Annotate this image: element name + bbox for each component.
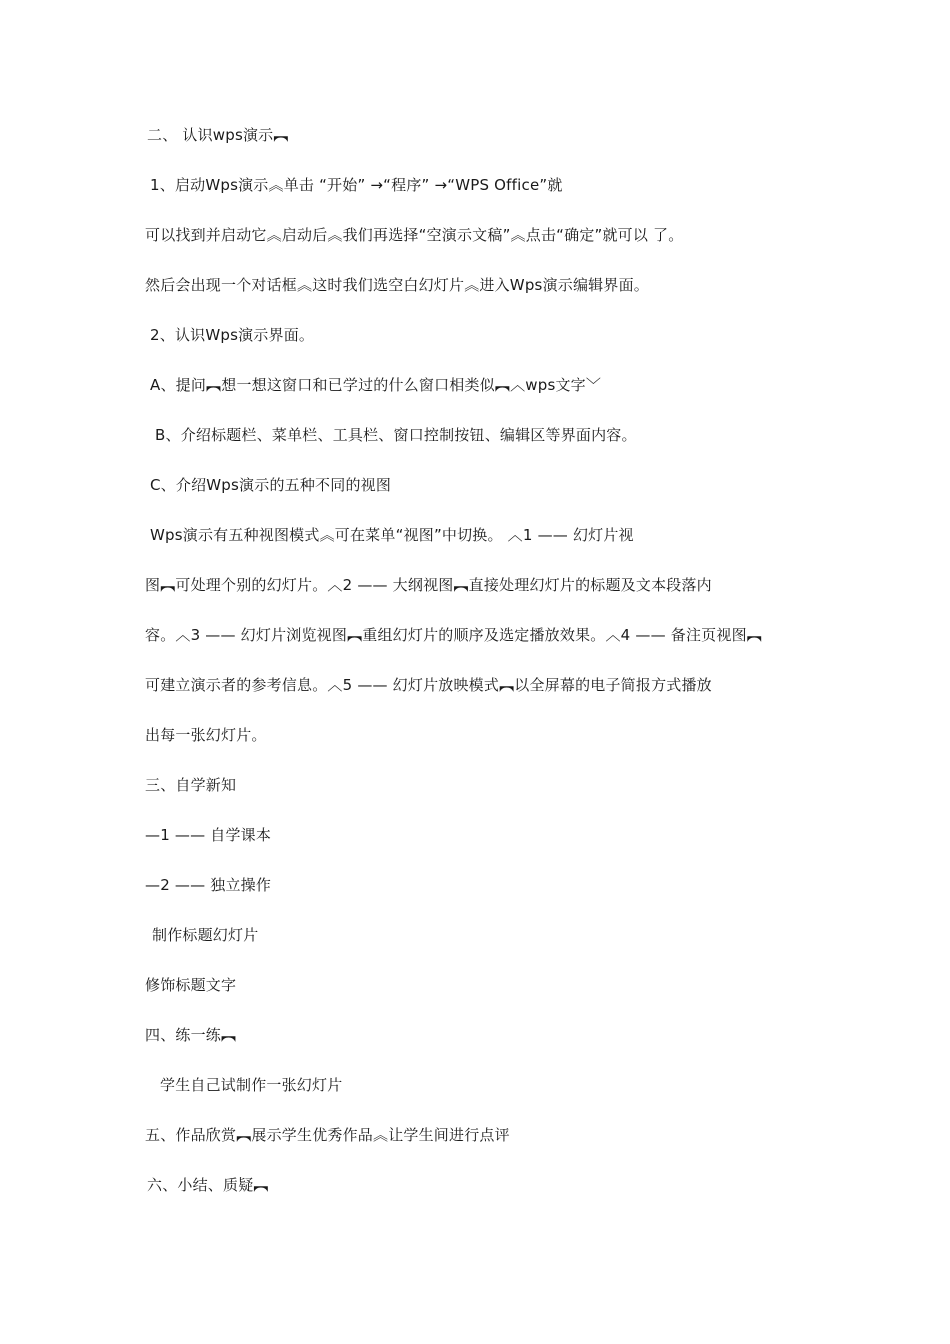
paragraph-line: B、介绍标题栏、菜单栏、工具栏、窗口控制按钮、编辑区等界面内容。 xyxy=(155,426,637,444)
subheading-line: 2、认识Wps演示界面。 xyxy=(150,326,315,344)
paragraph-line: C、介绍Wps演示的五种不同的视图 xyxy=(150,476,392,494)
paragraph-line: 出每一张幻灯片。 xyxy=(145,726,267,744)
paragraph-line: 学生自己试制作一张幻灯片 xyxy=(160,1076,343,1094)
section-heading-4: 四、练一练︻ xyxy=(145,1026,237,1044)
paragraph-line: 容。︿3 —— 幻灯片浏览视图︻重组幻灯片的顺序及选定播放效果。︿4 —— 备注页视图︻ xyxy=(145,626,762,644)
list-item: 修饰标题文字 xyxy=(145,976,237,994)
paragraph-line: 可以找到并启动它︽启动后︽我们再选择“空演示文稿”︽点击“确定”就可以 了。 xyxy=(145,226,684,244)
list-item: —2 —— 独立操作 xyxy=(145,876,272,894)
paragraph-line: 然后会出现一个对话框︽这时我们选空白幻灯片︽进入Wps演示编辑界面。 xyxy=(145,276,649,294)
list-item: 制作标题幻灯片 xyxy=(152,926,259,944)
section-heading-3: 三、自学新知 xyxy=(145,776,237,794)
paragraph-line: 1、启动Wps演示︽单击 “开始” →“程序” →“WPS Office”就 xyxy=(150,176,563,194)
paragraph-line: Wps演示有五种视图模式︽可在菜单“视图”中切换。 ︿1 —— 幻灯片视 xyxy=(150,526,634,544)
section-heading-6: 六、小结、质疑︻ xyxy=(147,1176,269,1194)
paragraph-line: A、提问︻想一想这窗口和已学过的什么窗口相类似︻︿wps文字﹀ xyxy=(150,376,602,394)
paragraph-line: 图︻可处理个别的幻灯片。︿2 —— 大纲视图︻直接处理幻灯片的标题及文本段落内 xyxy=(145,576,712,594)
section-heading-2: 二、 认识wps演示︻ xyxy=(147,126,289,144)
list-item: —1 —— 自学课本 xyxy=(145,826,272,844)
section-heading-5: 五、作品欣赏︻展示学生优秀作品︽让学生间进行点评 xyxy=(145,1126,510,1144)
paragraph-line: 可建立演示者的参考信息。︿5 —— 幻灯片放映模式︻以全屏幕的电子简报方式播放 xyxy=(145,676,712,694)
